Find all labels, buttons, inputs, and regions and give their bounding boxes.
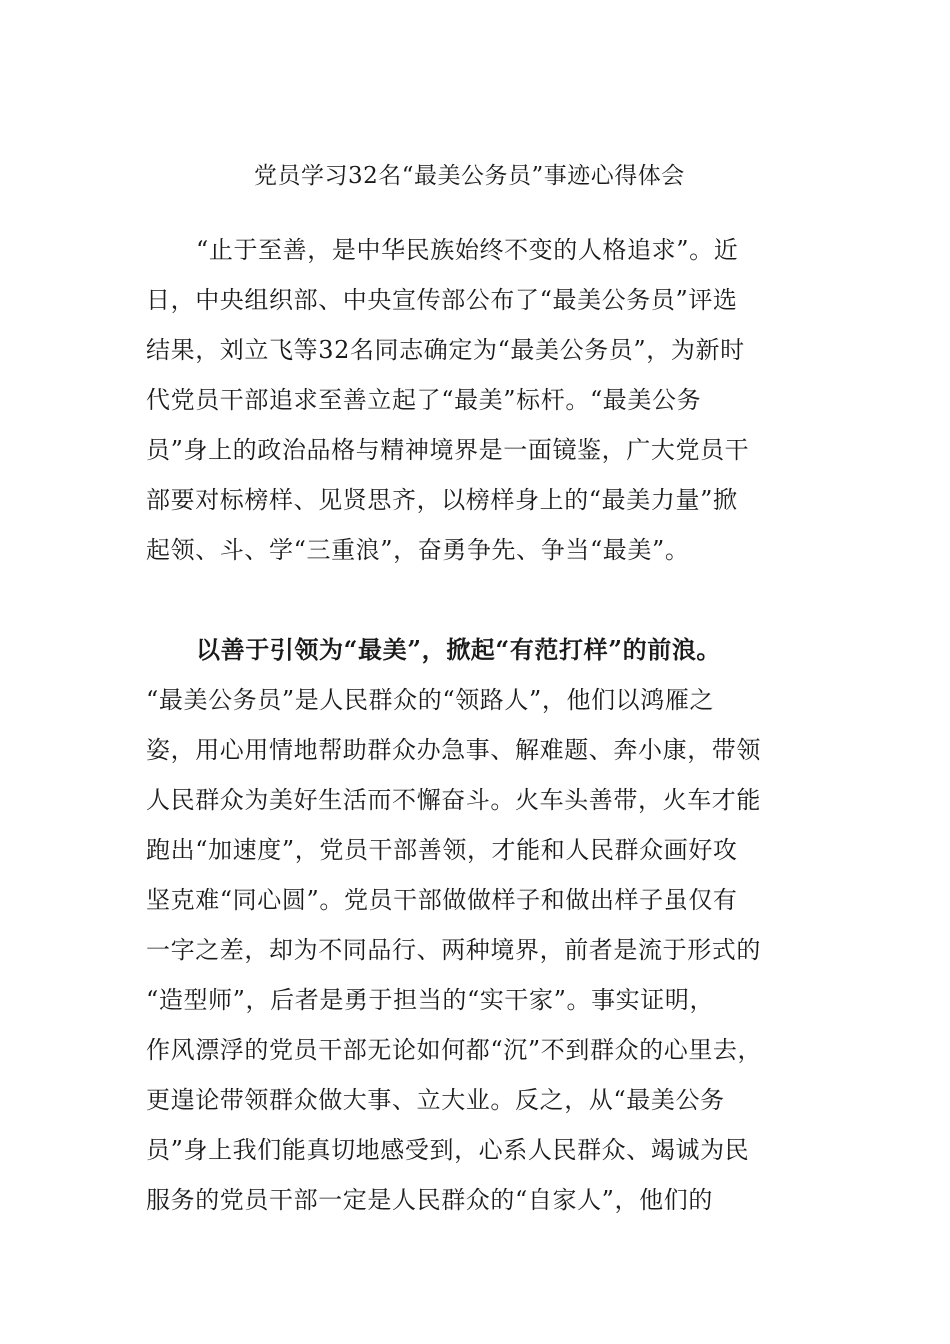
paragraph2-line-4: 跑出“加速度”，党员干部善领，才能和人民群众画好攻	[146, 836, 738, 864]
paragraph2-line-6: 一字之差，却为不同品行、两种境界，前者是流于形式的	[146, 936, 761, 964]
paragraph1-line-1: “止于至善，是中华民族始终不变的人格追求”。近	[196, 236, 739, 264]
paragraph2-line-9: 更遑论带领群众做大事、立大业。反之，从“最美公务	[146, 1086, 725, 1114]
paragraph1-line-3: 结果，刘立飞等32名同志确定为“最美公务员”，为新时	[146, 336, 745, 364]
paragraph2-line-8: 作风漂浮的党员干部无论如何都“沉”不到群众的心里去，	[146, 1036, 763, 1064]
paragraph2-line-3: 人民群众为美好生活而不懈奋斗。火车头善带，火车才能	[146, 786, 761, 814]
paragraph2-line-11: 服务的党员干部一定是人民群众的“自家人”，他们的	[146, 1186, 713, 1214]
paragraph1-line-4: 代党员干部追求至善立起了“最美”标杆。“最美公务	[146, 386, 702, 414]
paragraph1-line-6: 部要对标榜样、见贤思齐，以榜样身上的“最美力量”掀	[146, 486, 738, 514]
paragraph2-line-7: “造型师”，后者是勇于担当的“实干家”。事实证明，	[146, 986, 715, 1014]
document-title: 党员学习32名“最美公务员”事迹心得体会	[254, 163, 685, 189]
paragraph1-line-7: 起领、斗、学“三重浪”，奋勇争先、争当“最美”。	[146, 536, 690, 564]
paragraph2-line-10: 员”身上我们能真切地感受到，心系人民群众、竭诚为民	[146, 1136, 750, 1164]
paragraph1-line-2: 日，中央组织部、中央宣传部公布了“最美公务员”评选	[146, 286, 738, 314]
paragraph1-line-5: 员”身上的政治品格与精神境界是一面镜鉴，广大党员干	[146, 436, 750, 464]
paragraph2-line-2: 姿，用心用情地帮助群众办急事、解难题、奔小康，带领	[146, 736, 761, 764]
paragraph2-line-5: 坚克难“同心圆”。党员干部做做样子和做出样子虽仅有	[146, 886, 738, 914]
paragraph2-line-1: “最美公务员”是人民群众的“领路人”，他们以鸿雁之	[146, 686, 715, 714]
section1-heading: 以善于引领为“最美”，掀起“有范打样”的前浪。	[196, 635, 722, 664]
